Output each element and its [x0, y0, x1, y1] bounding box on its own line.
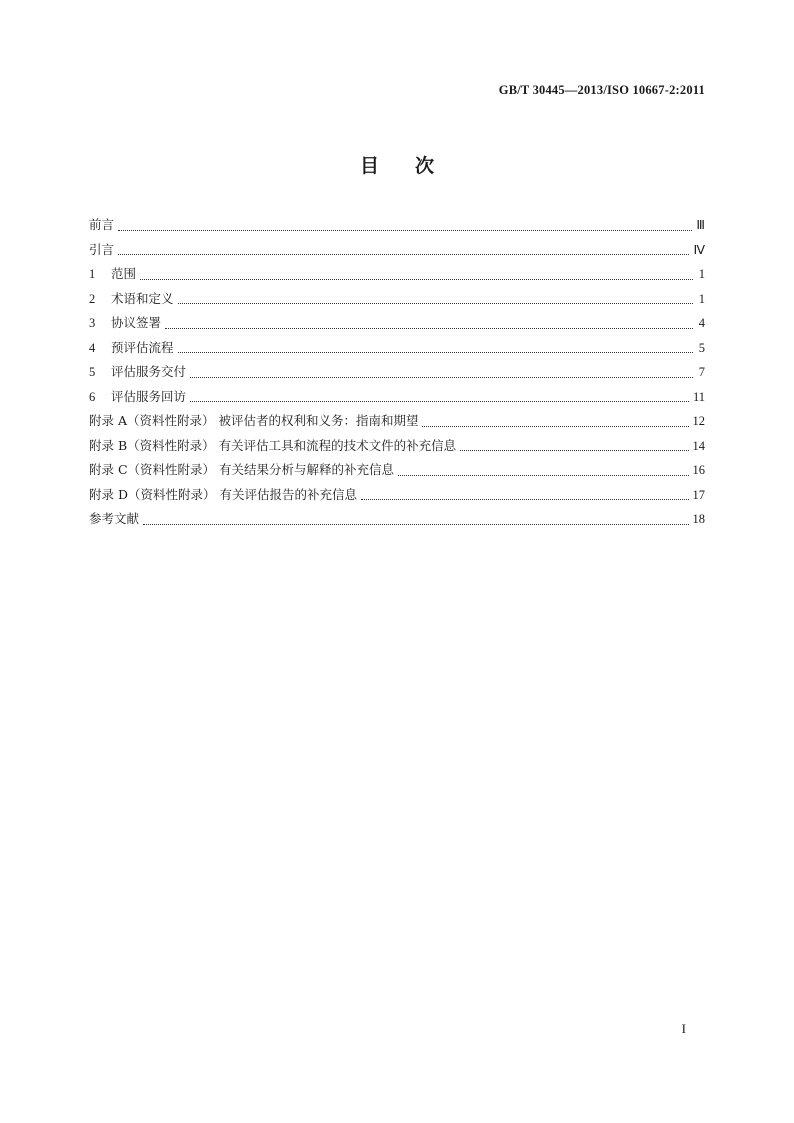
toc-entry-page: 18 [692, 512, 705, 526]
toc-entry-label: 范围 [111, 266, 137, 281]
toc-entry-label: 附录 B（资料性附录） 有关评估工具和流程的技术文件的补充信息 [89, 437, 457, 453]
toc-entry-page: 14 [692, 438, 705, 453]
toc-entry-label: 附录 D（资料性附录） 有关评估报告的补充信息 [89, 486, 357, 502]
dot-leader [140, 279, 693, 280]
toc-entry-page: 7 [698, 365, 705, 379]
toc-entry-annex-d[interactable] [89, 485, 705, 510]
dot-leader [190, 401, 689, 402]
toc-entry-label: 评估服务交付 [111, 364, 187, 379]
toc-entry-label: 术语和定义 [111, 290, 174, 306]
toc-entry-label: 参考文献 [89, 511, 140, 526]
toc-entry-number: 3 [89, 316, 96, 330]
toc-entry-label: 评估服务回访 [111, 388, 187, 404]
toc-entry-label: 附录 A（资料性附录） 被评估者的权利和义务：指南和期望 [89, 413, 419, 428]
dot-leader [422, 426, 688, 427]
toc-entry-label: 预评估流程 [111, 339, 174, 355]
toc-entry-page: 1 [698, 267, 705, 281]
dot-leader [118, 254, 689, 255]
toc-entry-foreword[interactable] [89, 215, 705, 240]
toc-entry-annex-b[interactable] [89, 436, 705, 461]
page-number: I [681, 1021, 686, 1036]
toc-entry-annex-c[interactable] [89, 460, 705, 485]
dot-leader [460, 450, 688, 451]
dot-leader [190, 377, 693, 378]
toc-entry-delivery[interactable] [89, 362, 705, 387]
toc-entry-page: 4 [698, 316, 705, 330]
toc-entry-number: 6 [89, 389, 96, 404]
toc-entry-label: 协议签署 [111, 315, 162, 330]
toc-entry-page: 11 [692, 389, 705, 404]
toc-entry-pre-assessment[interactable] [89, 338, 705, 363]
toc-entry-label: 附录 C（资料性附录） 有关结果分析与解释的补充信息 [89, 462, 395, 477]
toc-entry-introduction[interactable] [89, 240, 705, 265]
dot-leader [361, 499, 689, 500]
toc-entry-bibliography[interactable] [89, 509, 705, 534]
title-char-1: 目 [359, 155, 379, 177]
toc-entry-terms[interactable] [89, 289, 705, 314]
table-of-contents [89, 215, 705, 534]
title-char-2: 次 [415, 155, 435, 177]
toc-entry-number: 2 [89, 291, 96, 306]
toc-entry-number: 1 [89, 267, 96, 281]
dot-leader [143, 524, 688, 525]
toc-entry-page: 17 [692, 487, 705, 502]
toc-entry-review[interactable] [89, 387, 705, 412]
toc-entry-page: 5 [698, 340, 705, 355]
toc-entry-page: Ⅳ [693, 242, 705, 257]
toc-entry-scope[interactable] [89, 264, 705, 289]
dot-leader [398, 475, 688, 476]
toc-entry-number: 4 [89, 340, 96, 355]
dot-leader [118, 230, 692, 231]
toc-entry-page: 1 [698, 291, 705, 306]
toc-entry-page: Ⅲ [696, 218, 705, 232]
toc-entry-annex-a[interactable] [89, 411, 705, 436]
toc-entry-page: 16 [692, 463, 705, 477]
dot-leader [178, 352, 693, 353]
toc-entry-page: 12 [692, 414, 705, 428]
toc-entry-number: 5 [89, 365, 96, 379]
dot-leader [178, 303, 693, 304]
toc-entry-agreement[interactable] [89, 313, 705, 338]
toc-entry-label: 引言 [89, 241, 115, 257]
dot-leader [165, 328, 693, 329]
standard-code-header: GB/T 30445—2013/ISO 10667-2:2011 [498, 83, 705, 97]
page-title [0, 151, 794, 178]
toc-entry-label: 前言 [89, 217, 115, 232]
